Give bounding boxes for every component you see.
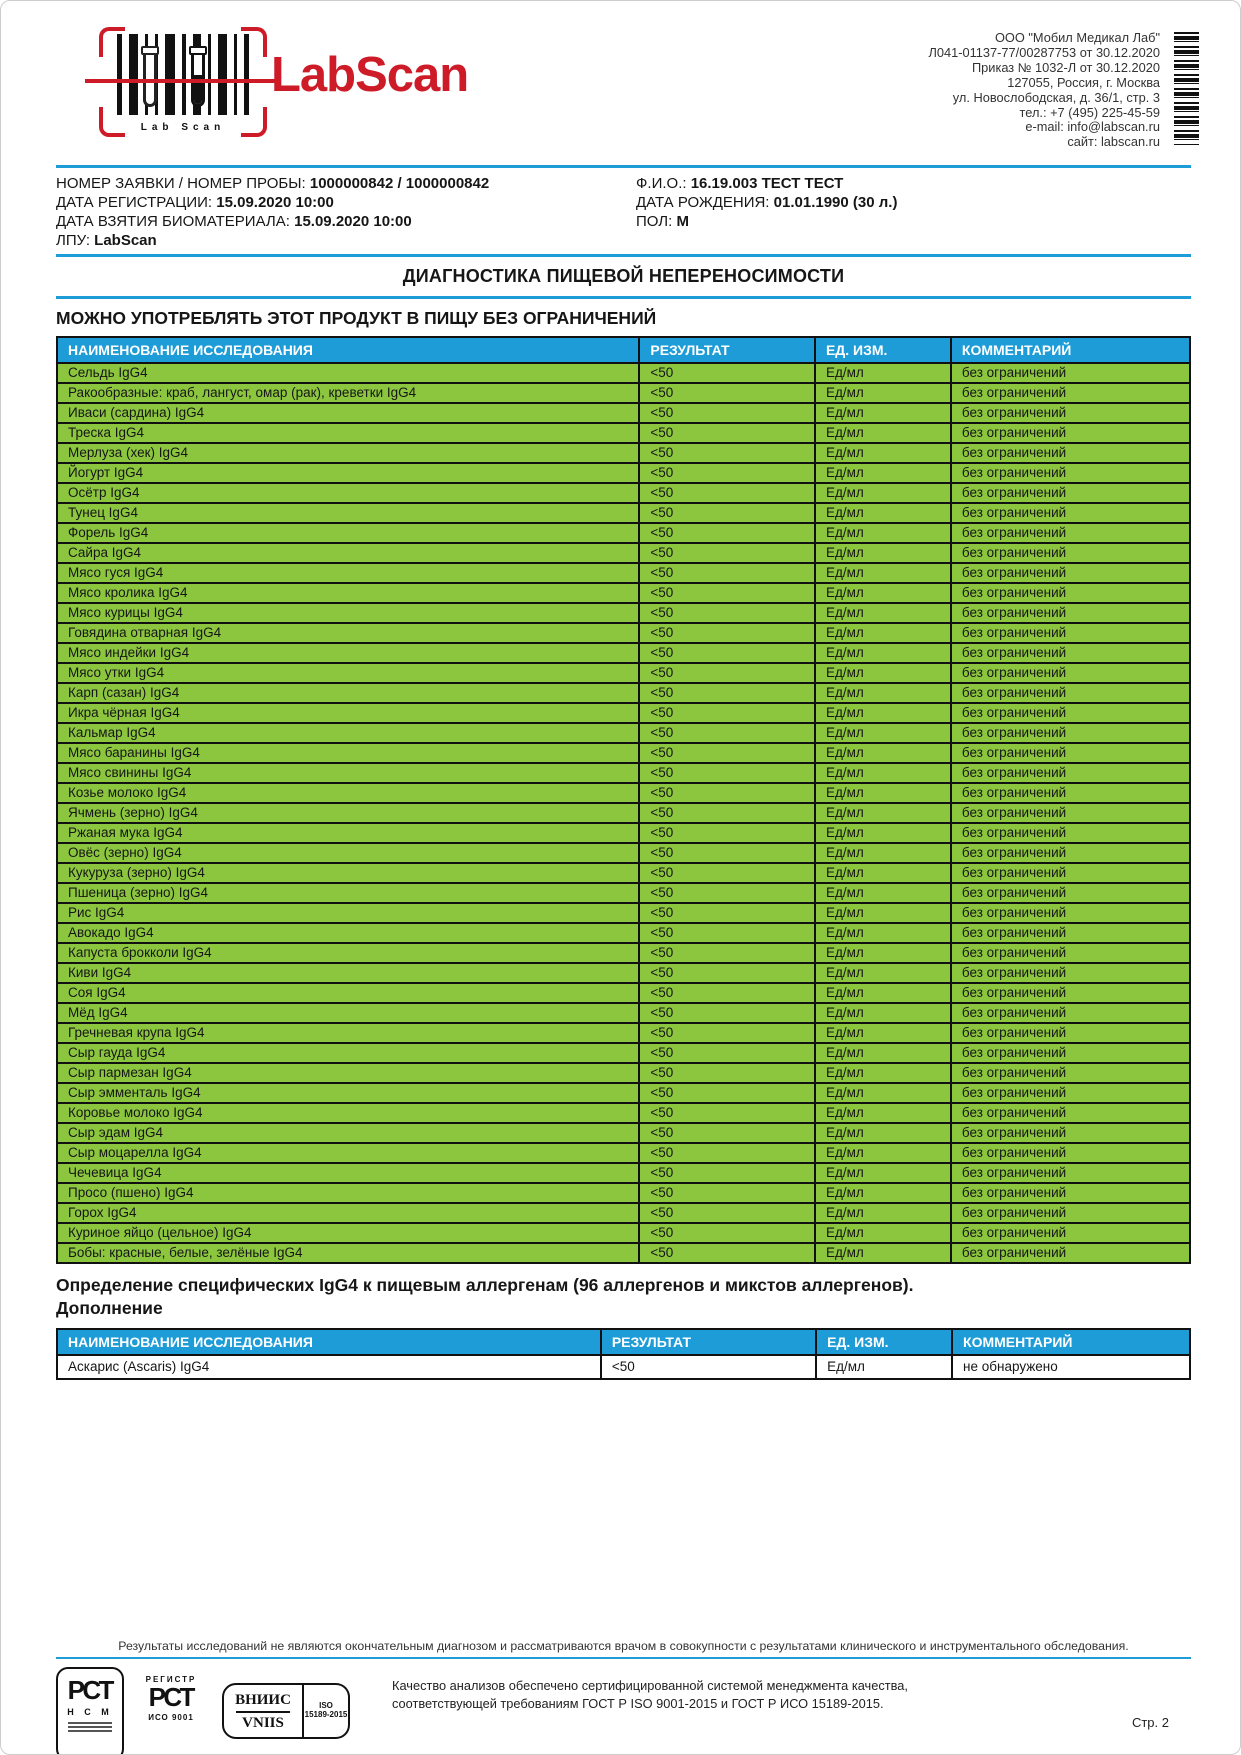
cell-unit: Ед/мл (815, 363, 951, 383)
cell-test-name: Сыр эмменталь IgG4 (57, 1083, 639, 1103)
cell-test-name: Кукуруза (зерно) IgG4 (57, 863, 639, 883)
disclaimer-text: Результаты исследований не являются окончательным диагнозом и рассматриваются врачом в совокупности с результатами клинического и инструментального обследования. (118, 1639, 1129, 1653)
cell-unit: Ед/мл (815, 523, 951, 543)
cert-vniis-logo: ВНИИС VNIIS ISO 15189-2015 (222, 1683, 350, 1739)
cell-comment: без ограничений (951, 383, 1190, 403)
cell-unit: Ед/мл (815, 1203, 951, 1223)
cell-result: <50 (639, 443, 815, 463)
cell-result: <50 (639, 483, 815, 503)
cell-result: <50 (639, 883, 815, 903)
cell-test-name: Мясо индейки IgG4 (57, 643, 639, 663)
cell-comment: без ограничений (951, 523, 1190, 543)
cell-unit: Ед/мл (815, 803, 951, 823)
table-row (57, 963, 1190, 983)
cell-test-name: Сыр моцарелла IgG4 (57, 1143, 639, 1163)
company-info-line: сайт: labscan.ru (1067, 134, 1160, 150)
cell-unit: Ед/мл (815, 963, 951, 983)
cell-result: <50 (639, 363, 815, 383)
cell-comment: без ограничений (951, 563, 1190, 583)
table-row (57, 1243, 1190, 1263)
cell-test-name: Мерлуза (хек) IgG4 (57, 443, 639, 463)
cell-comment: без ограничений (951, 603, 1190, 623)
patient-info (56, 168, 1191, 254)
cell-unit: Ед/мл (815, 1143, 951, 1163)
cell-test-name: Говядина отварная IgG4 (57, 623, 639, 643)
page-number: Стр. 2 (1131, 1715, 1169, 1730)
cell-comment: без ограничений (951, 923, 1190, 943)
results-table-supplement (56, 1328, 1191, 1380)
cell-test-name: Мясо баранины IgG4 (57, 743, 639, 763)
cell-result: <50 (639, 1083, 815, 1103)
table-row (57, 1355, 1190, 1379)
cell-unit: Ед/мл (815, 823, 951, 843)
table-row (57, 783, 1190, 803)
cell-test-name: Ракообразные: краб, лангуст, омар (рак), креветки IgG4 (57, 383, 639, 403)
cell-test-name: Пшеница (зерно) IgG4 (57, 883, 639, 903)
cell-test-name: Ржаная мука IgG4 (57, 823, 639, 843)
cell-comment: без ограничений (951, 743, 1190, 763)
cell-unit: Ед/мл (815, 763, 951, 783)
table-row (57, 843, 1190, 863)
cell-comment: без ограничений (951, 1163, 1190, 1183)
barcode-icon (117, 34, 249, 115)
patient-field: ПОЛ: М (636, 213, 689, 230)
cell-comment: не обнаружено (952, 1355, 1190, 1379)
table-row (57, 463, 1190, 483)
cell-unit: Ед/мл (815, 583, 951, 603)
cell-comment: без ограничений (951, 723, 1190, 743)
table-row (57, 983, 1190, 1003)
cell-result: <50 (639, 663, 815, 683)
report-footer (56, 1639, 1191, 1755)
certification-logos (56, 1667, 1191, 1755)
cell-result: <50 (639, 863, 815, 883)
cell-unit: Ед/мл (815, 543, 951, 563)
cell-comment: без ограничений (951, 943, 1190, 963)
cert-rst-registr-logo: РЕГИСТР РСТ ИСО 9001 (145, 1675, 197, 1722)
cell-comment: без ограничений (951, 763, 1190, 783)
cell-result: <50 (639, 943, 815, 963)
cell-test-name: Сельдь IgG4 (57, 363, 639, 383)
cell-unit: Ед/мл (815, 443, 951, 463)
cell-result: <50 (639, 1143, 815, 1163)
table-row (57, 1163, 1190, 1183)
table-row (57, 363, 1190, 383)
table-row (57, 943, 1190, 963)
table-row (57, 1223, 1190, 1243)
cell-unit: Ед/мл (815, 1083, 951, 1103)
cell-unit: Ед/мл (815, 643, 951, 663)
cell-unit: Ед/мл (815, 383, 951, 403)
cell-comment: без ограничений (951, 1183, 1190, 1203)
cell-test-name: Горох IgG4 (57, 1203, 639, 1223)
cell-comment: без ограничений (951, 543, 1190, 563)
cell-unit: Ед/мл (815, 903, 951, 923)
cell-test-name: Форель IgG4 (57, 523, 639, 543)
table-row (57, 1003, 1190, 1023)
table-row (57, 1023, 1190, 1043)
cell-comment: без ограничений (951, 463, 1190, 483)
cell-unit: Ед/мл (815, 1223, 951, 1243)
quality-statement: Качество анализов обеспечено сертифицированной системой менеджмента качества, соответствующей требованиям ГОСТ Р ISO 9001-2015 и ГОСТ Р ИСО 15189-2015. (392, 1678, 908, 1711)
cell-unit: Ед/мл (815, 743, 951, 763)
cell-result: <50 (639, 463, 815, 483)
cell-unit: Ед/мл (815, 1043, 951, 1063)
cell-unit: Ед/мл (815, 1103, 951, 1123)
table-row (57, 1083, 1190, 1103)
cell-unit: Ед/мл (815, 663, 951, 683)
cell-unit: Ед/мл (815, 463, 951, 483)
brand-name: LabScan (271, 48, 469, 102)
cell-comment: без ограничений (951, 1043, 1190, 1063)
cell-test-name: Мясо свинины IgG4 (57, 763, 639, 783)
cell-test-name: Козье молоко IgG4 (57, 783, 639, 803)
table-row (57, 703, 1190, 723)
labscan-logo (99, 27, 267, 137)
cell-test-name: Мёд IgG4 (57, 1003, 639, 1023)
cell-comment: без ограничений (951, 1243, 1190, 1263)
cell-test-name: Сайра IgG4 (57, 543, 639, 563)
cell-unit: Ед/мл (815, 483, 951, 503)
column-header-result: РЕЗУЛЬТАТ (639, 337, 815, 363)
table-row (57, 523, 1190, 543)
cert-fineprint (68, 1722, 112, 1732)
cell-unit: Ед/мл (815, 843, 951, 863)
cell-result: <50 (639, 623, 815, 643)
table-row (57, 663, 1190, 683)
cell-result: <50 (639, 1183, 815, 1203)
cell-comment: без ограничений (951, 843, 1190, 863)
table-header-row (57, 337, 1190, 363)
table-row (57, 1183, 1190, 1203)
cell-comment: без ограничений (951, 663, 1190, 683)
cell-result: <50 (639, 683, 815, 703)
cell-unit: Ед/мл (815, 623, 951, 643)
patient-field: ДАТА ВЗЯТИЯ БИОМАТЕРИАЛА: 15.09.2020 10:00 (56, 213, 412, 230)
cell-test-name: Рис IgG4 (57, 903, 639, 923)
cell-unit: Ед/мл (815, 923, 951, 943)
table-row (57, 423, 1190, 443)
cell-result: <50 (639, 383, 815, 403)
cell-result: <50 (639, 1203, 815, 1223)
patient-field: НОМЕР ЗАЯВКИ / НОМЕР ПРОБЫ: 1000000842 / 1000000842 (56, 175, 490, 192)
cell-comment: без ограничений (951, 1023, 1190, 1043)
patient-field: ДАТА РЕГИСТРАЦИИ: 15.09.2020 10:00 (56, 194, 334, 211)
logo-subtext: Lab Scan (140, 122, 226, 133)
cell-test-name: Гречневая крупа IgG4 (57, 1023, 639, 1043)
table-row (57, 823, 1190, 843)
divider (56, 1657, 1191, 1659)
cell-result: <50 (639, 923, 815, 943)
cell-comment: без ограничений (951, 483, 1190, 503)
cell-unit: Ед/мл (815, 1023, 951, 1043)
cell-result: <50 (639, 1023, 815, 1043)
cell-comment: без ограничений (951, 1103, 1190, 1123)
cell-unit: Ед/мл (816, 1355, 952, 1379)
cell-unit: Ед/мл (815, 983, 951, 1003)
cell-result: <50 (639, 543, 815, 563)
column-header-result: РЕЗУЛЬТАТ (601, 1329, 816, 1355)
cell-comment: без ограничений (951, 683, 1190, 703)
cell-unit: Ед/мл (815, 423, 951, 443)
table-row (57, 1143, 1190, 1163)
document-title: ДИАГНОСТИКА ПИЩЕВОЙ НЕПЕРЕНОСИМОСТИ (402, 266, 845, 286)
column-header-unit: ЕД. ИЗМ. (816, 1329, 952, 1355)
cell-unit: Ед/мл (815, 883, 951, 903)
table-row (57, 403, 1190, 423)
cell-result: <50 (639, 583, 815, 603)
cell-unit: Ед/мл (815, 563, 951, 583)
cell-comment: без ограничений (951, 1123, 1190, 1143)
cell-result: <50 (639, 423, 815, 443)
company-info-line: ул. Новослободская, д. 36/1, стр. 3 (952, 89, 1160, 105)
cell-test-name: Карп (сазан) IgG4 (57, 683, 639, 703)
section1-title: МОЖНО УПОТРЕБЛЯТЬ ЭТОТ ПРОДУКТ В ПИЩУ БЕЗ ОГРАНИЧЕНИЙ (56, 308, 657, 328)
table-row (57, 443, 1190, 463)
cell-unit: Ед/мл (815, 403, 951, 423)
column-header-comment: КОММЕНТАРИЙ (951, 337, 1190, 363)
cell-result: <50 (639, 763, 815, 783)
cell-result: <50 (639, 1043, 815, 1063)
cell-test-name: Киви IgG4 (57, 963, 639, 983)
column-header-comment: КОММЕНТАРИЙ (952, 1329, 1190, 1355)
cell-result: <50 (601, 1355, 816, 1379)
cell-test-name: Ячмень (зерно) IgG4 (57, 803, 639, 823)
cell-comment: без ограничений (951, 1203, 1190, 1223)
cell-test-name: Просо (пшено) IgG4 (57, 1183, 639, 1203)
cell-comment: без ограничений (951, 1223, 1190, 1243)
cell-unit: Ед/мл (815, 1163, 951, 1183)
cell-test-name: Соя IgG4 (57, 983, 639, 1003)
cell-test-name: Мясо курицы IgG4 (57, 603, 639, 623)
section2-title: Определение специфических IgG4 к пищевым аллергенам (96 аллергенов и микстов аллергенов). Дополнение (56, 1275, 914, 1318)
cell-unit: Ед/мл (815, 1123, 951, 1143)
patient-info-left (56, 174, 636, 250)
cell-result: <50 (639, 1003, 815, 1023)
cell-result: <50 (639, 903, 815, 923)
table-row (57, 383, 1190, 403)
table-row (57, 1203, 1190, 1223)
cell-test-name: Икра чёрная IgG4 (57, 703, 639, 723)
cell-comment: без ограничений (951, 863, 1190, 883)
cell-test-name: Авокадо IgG4 (57, 923, 639, 943)
cell-test-name: Сыр эдам IgG4 (57, 1123, 639, 1143)
cell-test-name: Мясо гуся IgG4 (57, 563, 639, 583)
company-info-line: e-mail: info@labscan.ru (1025, 119, 1160, 135)
table-row (57, 603, 1190, 623)
cell-comment: без ограничений (951, 883, 1190, 903)
table-row (57, 483, 1190, 503)
column-header-name: НАИМЕНОВАНИЕ ИССЛЕДОВАНИЯ (57, 337, 639, 363)
cell-result: <50 (639, 703, 815, 723)
cell-result: <50 (639, 1163, 815, 1183)
cell-unit: Ед/мл (815, 703, 951, 723)
column-header-name: НАИМЕНОВАНИЕ ИССЛЕДОВАНИЯ (57, 1329, 601, 1355)
cell-comment: без ограничений (951, 403, 1190, 423)
cell-test-name: Аскарис (Ascaris) IgG4 (57, 1355, 601, 1379)
cell-result: <50 (639, 983, 815, 1003)
results-table-main (56, 336, 1191, 1264)
divider (56, 296, 1191, 299)
cell-result: <50 (639, 563, 815, 583)
cell-result: <50 (639, 403, 815, 423)
table-row (57, 743, 1190, 763)
cell-comment: без ограничений (951, 823, 1190, 843)
cell-test-name: Йогурт IgG4 (57, 463, 639, 483)
cell-unit: Ед/мл (815, 503, 951, 523)
cell-test-name: Овёс (зерно) IgG4 (57, 843, 639, 863)
company-info-line: Л041-01137-77/00287753 от 30.12.2020 (928, 44, 1160, 60)
table-row (57, 1103, 1190, 1123)
table-row (57, 623, 1190, 643)
company-info-line: ООО "Мобил Медикал Лаб" (994, 30, 1160, 45)
cell-comment: без ограничений (951, 503, 1190, 523)
cell-comment: без ограничений (951, 1003, 1190, 1023)
cell-comment: без ограничений (951, 983, 1190, 1003)
cell-result: <50 (639, 723, 815, 743)
cell-unit: Ед/мл (815, 783, 951, 803)
cell-unit: Ед/мл (815, 1003, 951, 1023)
cell-comment: без ограничений (951, 783, 1190, 803)
table-row (57, 643, 1190, 663)
table-row (57, 763, 1190, 783)
cell-unit: Ед/мл (815, 683, 951, 703)
cell-test-name: Сыр гауда IgG4 (57, 1043, 639, 1063)
cell-result: <50 (639, 1063, 815, 1083)
cell-result: <50 (639, 1103, 815, 1123)
cell-comment: без ограничений (951, 423, 1190, 443)
cell-unit: Ед/мл (815, 1183, 951, 1203)
cell-unit: Ед/мл (815, 1063, 951, 1083)
table-row (57, 503, 1190, 523)
cell-comment: без ограничений (951, 803, 1190, 823)
cell-comment: без ограничений (951, 583, 1190, 603)
table-row (57, 563, 1190, 583)
cell-test-name: Мясо кролика IgG4 (57, 583, 639, 603)
logo-strike-line (85, 79, 281, 83)
cell-test-name: Коровье молоко IgG4 (57, 1103, 639, 1123)
cell-comment: без ограничений (951, 703, 1190, 723)
cell-result: <50 (639, 603, 815, 623)
cell-result: <50 (639, 1223, 815, 1243)
patient-field: ДАТА РОЖДЕНИЯ: 01.01.1990 (30 л.) (636, 194, 898, 211)
cell-test-name: Мясо утки IgG4 (57, 663, 639, 683)
company-info-line: 127055, Россия, г. Москва (1007, 74, 1160, 90)
cell-result: <50 (639, 643, 815, 663)
cell-test-name: Капуста брокколи IgG4 (57, 943, 639, 963)
patient-field: Ф.И.О.: 16.19.003 ТЕСТ ТЕСТ (636, 175, 844, 192)
cell-result: <50 (639, 963, 815, 983)
cell-result: <50 (639, 803, 815, 823)
company-info-line: Приказ № 1032-Л от 30.12.2020 (971, 59, 1160, 75)
cell-result: <50 (639, 523, 815, 543)
cell-test-name: Бобы: красные, белые, зелёные IgG4 (57, 1243, 639, 1263)
cell-result: <50 (639, 1123, 815, 1143)
sample-barcode-icon (1174, 32, 1199, 145)
table-row (57, 923, 1190, 943)
column-header-unit: ЕД. ИЗМ. (815, 337, 951, 363)
table-row (57, 1063, 1190, 1083)
cell-result: <50 (639, 783, 815, 803)
cell-test-name: Осётр IgG4 (57, 483, 639, 503)
cell-unit: Ед/мл (815, 943, 951, 963)
cell-test-name: Иваси (сардина) IgG4 (57, 403, 639, 423)
cell-unit: Ед/мл (815, 603, 951, 623)
cell-result: <50 (639, 743, 815, 763)
patient-info-right (636, 174, 897, 250)
table-row (57, 583, 1190, 603)
table-row (57, 723, 1190, 743)
cell-unit: Ед/мл (815, 863, 951, 883)
company-info (929, 31, 1161, 150)
cell-result: <50 (639, 823, 815, 843)
cell-comment: без ограничений (951, 1083, 1190, 1103)
cell-test-name: Кальмар IgG4 (57, 723, 639, 743)
cell-test-name: Чечевица IgG4 (57, 1163, 639, 1183)
table-row (57, 543, 1190, 563)
cell-comment: без ограничений (951, 443, 1190, 463)
table-row (57, 863, 1190, 883)
table-row (57, 1043, 1190, 1063)
cell-result: <50 (639, 1243, 815, 1263)
cell-comment: без ограничений (951, 623, 1190, 643)
cell-comment: без ограничений (951, 1143, 1190, 1163)
cell-comment: без ограничений (951, 963, 1190, 983)
cell-test-name: Треска IgG4 (57, 423, 639, 443)
table-row (57, 1123, 1190, 1143)
table-row (57, 903, 1190, 923)
cell-comment: без ограничений (951, 903, 1190, 923)
cell-test-name: Сыр пармезан IgG4 (57, 1063, 639, 1083)
cell-comment: без ограничений (951, 1063, 1190, 1083)
table-row (57, 883, 1190, 903)
cell-test-name: Тунец IgG4 (57, 503, 639, 523)
cell-unit: Ед/мл (815, 1243, 951, 1263)
cell-unit: Ед/мл (815, 723, 951, 743)
patient-field: ЛПУ: LabScan (56, 232, 157, 249)
cell-test-name: Куриное яйцо (цельное) IgG4 (57, 1223, 639, 1243)
table-row (57, 683, 1190, 703)
cert-rst-nsm-logo: РСТ Н С М (56, 1667, 124, 1755)
company-info-line: тел.: +7 (495) 225-45-59 (1019, 104, 1160, 120)
table-header-row (57, 1329, 1190, 1355)
cell-comment: без ограничений (951, 363, 1190, 383)
table-row (57, 803, 1190, 823)
cell-result: <50 (639, 503, 815, 523)
cell-result: <50 (639, 843, 815, 863)
cell-comment: без ограничений (951, 643, 1190, 663)
